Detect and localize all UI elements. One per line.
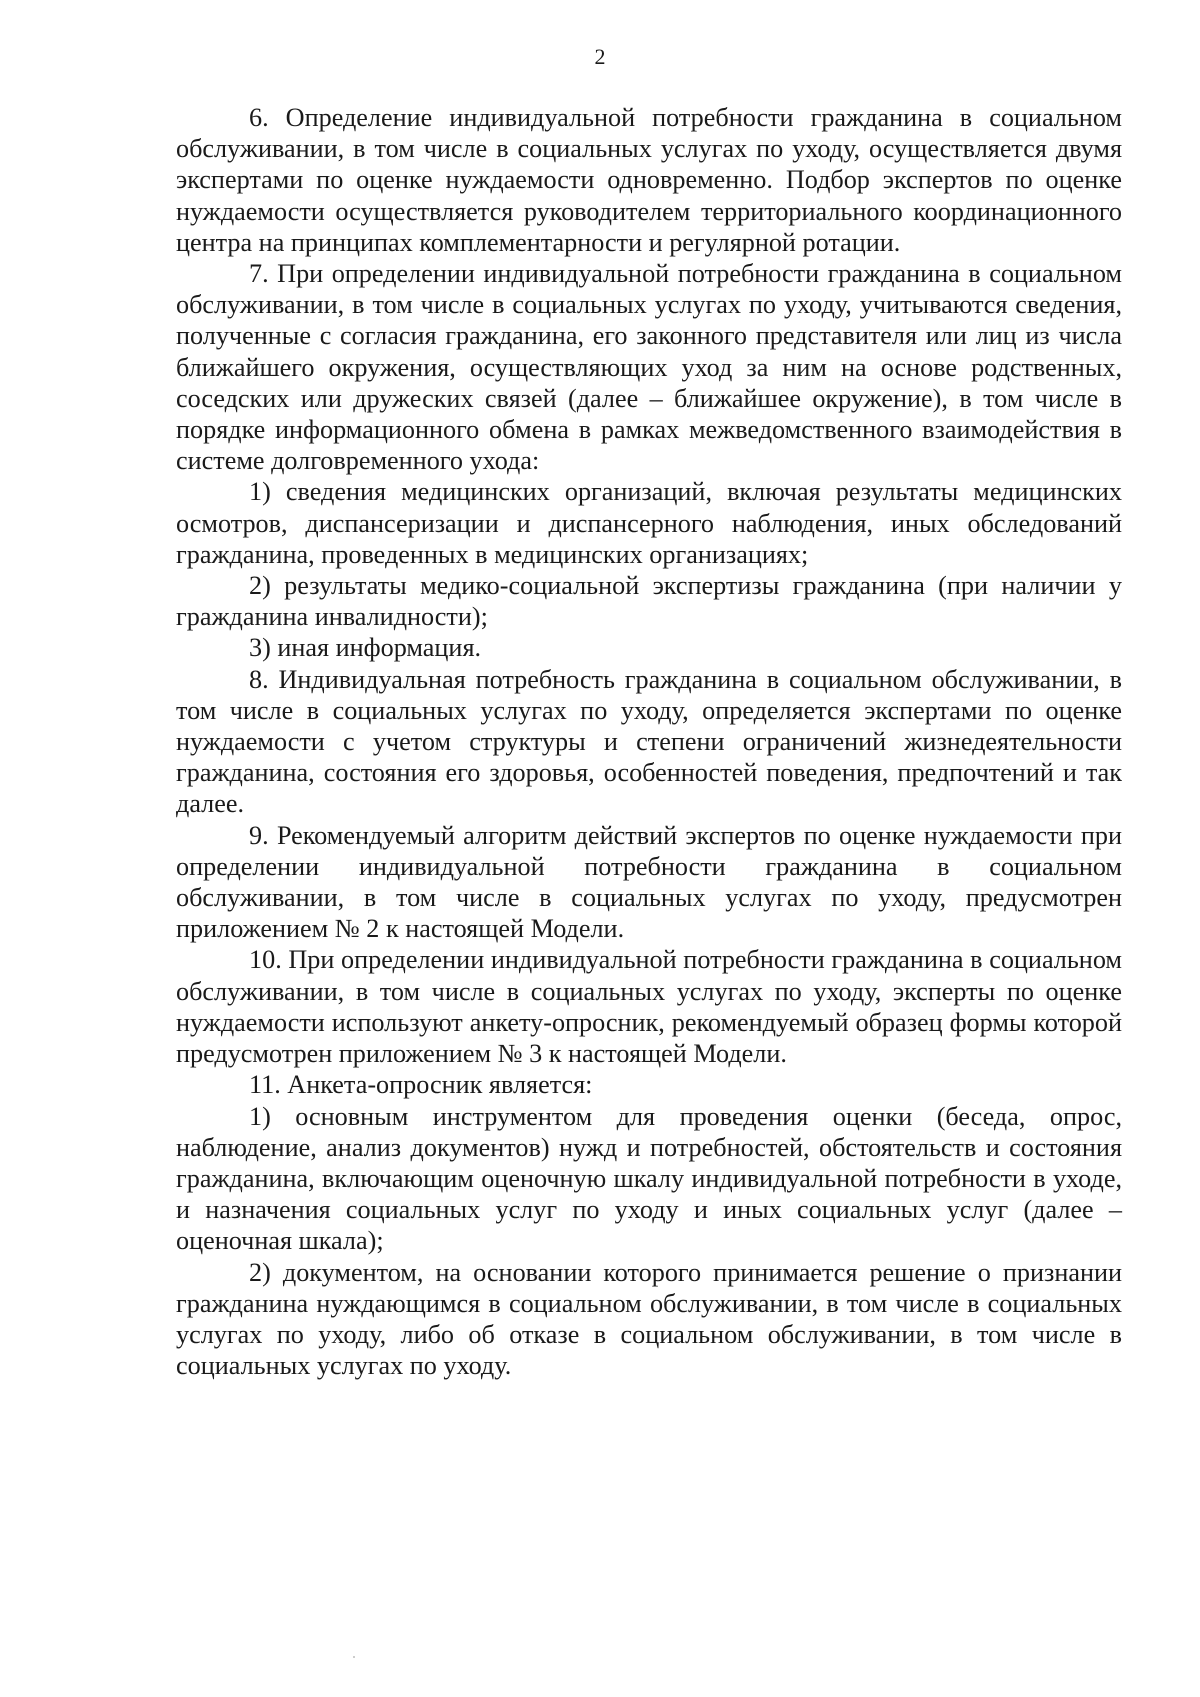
- paragraph-10: 10. При определении индивидуальной потребности гражданина в социальном обслуживании, в том числе в социальных услугах по уходу, эксперты по оценке нуждаемости используют анкету-опросник, рекомендуемый образец формы которой предусмотрен приложением № 3 к настоящей Модели.: [176, 945, 1122, 1069]
- paragraph-6: 6. Определение индивидуальной потребности гражданина в социальном обслуживании, в том числе в социальных услугах по уходу, осуществляется двумя экспертами по оценке нуждаемости одновременно. Подбор экспертов по оценке нуждаемости осуществляется руководителем территориального координационного центра на принципах комплементарности и регулярной ротации.: [176, 103, 1122, 257]
- paragraph-7: 7. При определении индивидуальной потребности гражданина в социальном обслуживании, в том числе в социальных услугах по уходу, учитываются сведения, полученные с согласия гражданина, его законного представителя или лиц из числа ближайшего окружения, осуществляющих уход за ним на основе родственных, соседских или дружеских связей (далее – ближайшее окружение), в том числе в порядке информационного обмена в рамках межведомственного взаимодействия в системе долговременного ухода:: [176, 259, 1122, 476]
- scan-artifact: [353, 1656, 355, 1658]
- paragraph-7-item-3: 3) иная информация.: [249, 633, 482, 663]
- paragraph-8: 8. Индивидуальная потребность гражданина в социальном обслуживании, в том числе в социальных услугах по уходу, определяется экспертами по оценке нуждаемости с учетом структуры и степени ограничений жизнедеятельности гражданина, состояния его здоровья, особенностей поведения, предпочтений и так далее.: [176, 664, 1122, 819]
- page-number: 2: [594, 44, 606, 69]
- paragraph-11: 11. Анкета-опросник является:: [249, 1070, 593, 1100]
- paragraph-11-item-2: 2) документом, на основании которого принимается решение о признании гражданина нуждающимся в социальном обслуживании, в том числе в социальных услугах по уходу, либо об отказе в социальном обслуживании, в том числе в социальных услугах по уходу.: [176, 1257, 1122, 1381]
- paragraph-11-item-1: 1) основным инструментом для проведения оценки (беседа, опрос, наблюдение, анализ документов) нужд и потребностей, обстоятельств и состояния гражданина, включающим оценочную шкалу индивидуальной потребности в уходе, и назначения социальных услуг по уходу и иных социальных услуг (далее – оценочная шкала);: [176, 1101, 1122, 1256]
- paragraph-7-item-2: 2) результаты медико-социальной экспертизы гражданина (при наличии у гражданина инвалидности);: [176, 571, 1122, 632]
- paragraph-9: 9. Рекомендуемый алгоритм действий экспертов по оценке нуждаемости при определении индивидуальной потребности гражданина в социальном обслуживании, в том числе в социальных услугах по уходу, предусмотрен приложением № 2 к настоящей Модели.: [176, 820, 1122, 944]
- paragraph-7-item-1: 1) сведения медицинских организаций, включая результаты медицинских осмотров, диспансеризации и диспансерного наблюдения, иных обследований гражданина, проведенных в медицинских организациях;: [176, 477, 1122, 569]
- document-body: [176, 102, 1122, 1381]
